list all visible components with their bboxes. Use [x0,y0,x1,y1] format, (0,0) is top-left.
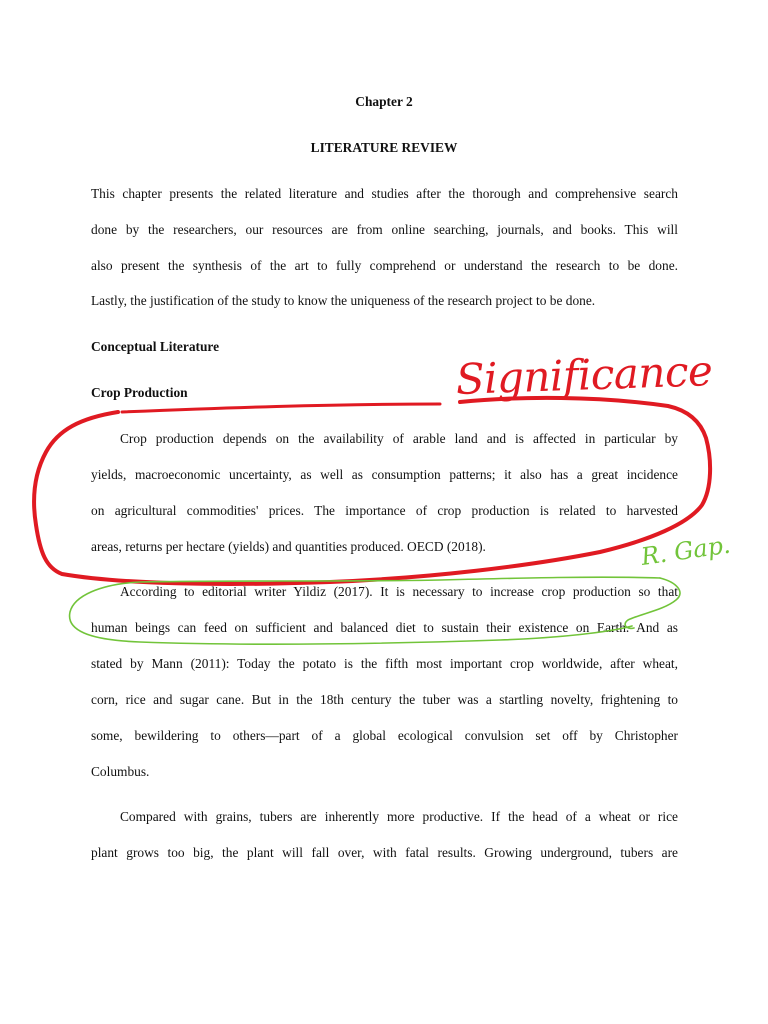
chapter-number [0,93,768,111]
intro-line: done by the researchers, our resources are from online searching, journals, and books. This will [91,222,678,237]
significance-handwritten-note: Significance [454,346,714,404]
crop-paragraph-line: areas, returns per hectare (yields) and quantities produced. OECD (2018). [91,539,486,554]
subsection-heading: Crop Production [91,385,188,400]
chapter-number-text: Chapter 2 [355,94,413,109]
yildiz-paragraph-line: stated by Mann (2011): Today the potato is the fifth most important crop worldwide, after wheat, [91,656,678,671]
yildiz-paragraph-line: corn, rice and sugar cane. But in the 18th century the tuber was a startling novelty, frightening to [91,692,678,707]
intro-line: also present the synthesis of the art to fully comprehend or understand the research to be done. [91,258,678,273]
grains-paragraph-line: plant grows too big, the plant will fall over, with fatal results. Growing underground, tubers are [91,845,678,860]
red-enclosure-stroke [34,398,710,584]
yildiz-paragraph-line: According to editorial writer Yildiz (2017). It is necessary to increase crop production so that [120,584,678,599]
crop-paragraph-line: Crop production depends on the availability of arable land and is affected in particular by [120,431,678,446]
intro-line: This chapter presents the related literature and studies after the thorough and comprehensive search [91,186,678,201]
yildiz-paragraph-line: Columbus. [91,764,150,779]
research-gap-handwritten-note: R. Gap. [639,530,733,571]
intro-line: Lastly, the justification of the study to know the uniqueness of the research project to be done. [91,293,596,308]
red-underline-stroke [122,404,440,412]
crop-paragraph-line: on agricultural commodities' prices. The importance of crop production is related to harvested [91,503,678,518]
chapter-title: LITERATURE REVIEW [310,140,458,155]
yildiz-paragraph-line: some, bewildering to others—part of a global ecological convulsion set off by Christopher [91,728,678,743]
yildiz-paragraph-line: human beings can feed on sufficient and balanced diet to sustain their existence on Earth. And as [91,620,678,635]
section-heading: Conceptual Literature [91,339,220,354]
grains-paragraph-line: Compared with grains, tubers are inherently more productive. If the head of a wheat or rice [120,809,678,824]
crop-paragraph-line: yields, macroeconomic uncertainty, as well as consumption patterns; it also has a great incidence [91,467,678,482]
